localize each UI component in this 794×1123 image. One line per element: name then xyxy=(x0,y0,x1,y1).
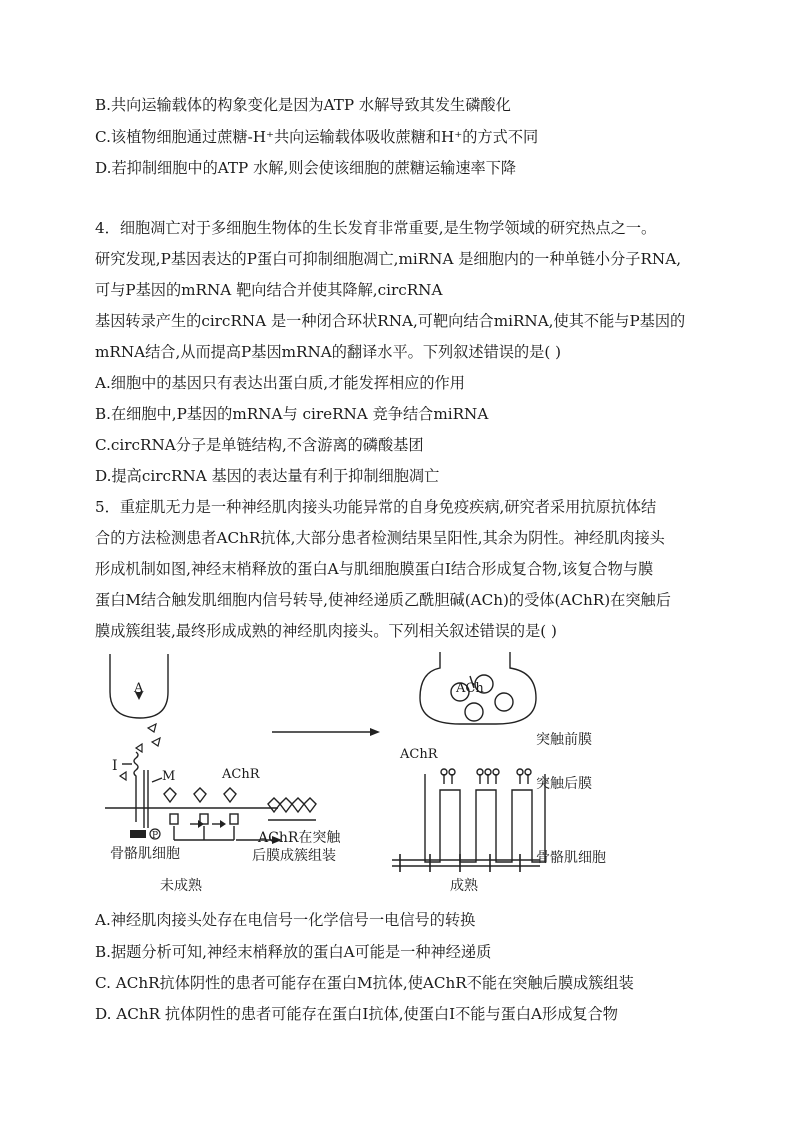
q3-option-b: B.共向运输载体的构象变化是因为ATP 水解导致其发生磷酸化 xyxy=(95,96,511,114)
q5-option-a: A.神经肌肉接头处存在电信号一化学信号一电信号的转换 xyxy=(95,911,476,929)
label-m: M xyxy=(162,769,176,784)
label-cluster-1: AChR在突触 xyxy=(258,830,341,846)
q4-stem-line-4: 基因转录产生的circRNA 是一种闭合环状RNA,可靶向结合miRNA,使其不能与P基因的 xyxy=(95,312,686,330)
protein-i xyxy=(134,752,138,822)
q5-stem-line-1: 5．重症肌无力是一种神经肌肉接头功能异常的自身免疫疾病,研究者采用抗原抗体结 xyxy=(95,498,657,516)
q5-stem-line-4: 蛋白M结合触发肌细胞内信号转导,使神经递质乙酰胆碱(ACh)的受体(AChR)在突触后 xyxy=(95,591,671,609)
label-presynaptic: 突触前膜 xyxy=(536,732,592,748)
q5-stem-line-5: 膜成簇组装,最终形成成熟的神经肌肉接头。下列相关叙述错误的是( ) xyxy=(95,622,557,640)
label-i: I xyxy=(112,758,118,774)
label-skeletal-left: 骨骼肌细胞 xyxy=(110,846,180,862)
q4-stem-line-1: 4．细胞凋亡对于多细胞生物体的生长发育非常重要,是生物学领域的研究热点之一。 xyxy=(95,219,657,237)
q3-option-c: C.该植物细胞通过蔗糖-H⁺共向运输载体吸收蔗糖和H⁺的方式不同 xyxy=(95,128,539,146)
q5-option-c: C. AChR抗体阴性的患者可能存在蛋白M抗体,使AChR不能在突触后膜成簇组装 xyxy=(95,974,634,992)
label-achr-left: AChR xyxy=(222,767,260,782)
q4-option-d: D.提高circRNA 基因的表达量有利于抑制细胞凋亡 xyxy=(95,467,440,485)
postsynaptic-membrane xyxy=(425,774,545,862)
neuromuscular-junction-figure xyxy=(100,652,620,904)
label-cluster-2: 后膜成簇组装 xyxy=(252,848,336,864)
q4-option-c: C.circRNA分子是单链结构,不含游离的磷酸基团 xyxy=(95,436,424,454)
q4-stem-line-2: 研究发现,P基因表达的P蛋白可抑制细胞凋亡,miRNA 是细胞内的一种单链小分子RNA, xyxy=(95,250,682,268)
label-mature: 成熟 xyxy=(450,878,478,894)
label-skeletal-right: 骨骼肌细胞 xyxy=(536,850,606,866)
label-ach: ACh xyxy=(456,681,484,696)
q4-option-b: B.在细胞中,P基因的mRNA与 cireRNA 竞争结合miRNA xyxy=(95,405,489,423)
q5-option-d: D. AChR 抗体阴性的患者可能存在蛋白I抗体,使蛋白I不能与蛋白A形成复合物 xyxy=(95,1005,618,1023)
label-achr-right: AChR xyxy=(400,747,438,762)
q4-option-a: A.细胞中的基因只有表达出蛋白质,才能发挥相应的作用 xyxy=(95,374,465,392)
q5-stem-line-2: 合的方法检测患者AChR抗体,大部分患者检测结果呈阳性,其余为阴性。神经肌肉接头 xyxy=(95,529,665,547)
q5-stem-line-3: 形成机制如图,神经末梢释放的蛋白A与肌细胞膜蛋白I结合形成复合物,该复合物与膜 xyxy=(95,560,654,578)
q4-stem-line-5: mRNA结合,从而提高P基因mRNA的翻译水平。下列叙述错误的是( ) xyxy=(95,343,562,361)
label-postsynaptic: 突触后膜 xyxy=(536,776,592,792)
label-p: P xyxy=(152,831,159,841)
q5-option-b: B.据题分析可知,神经末梢释放的蛋白A可能是一种神经递质 xyxy=(95,943,492,961)
q4-stem-line-3: 可与P基因的mRNA 靶向结合并使其降解,circRNA xyxy=(95,281,443,299)
label-immature: 未成熟 xyxy=(160,878,202,894)
q3-option-d: D.若抑制细胞中的ATP 水解,则会使该细胞的蔗糖运输速率下降 xyxy=(95,159,517,177)
label-a: A xyxy=(134,681,144,696)
